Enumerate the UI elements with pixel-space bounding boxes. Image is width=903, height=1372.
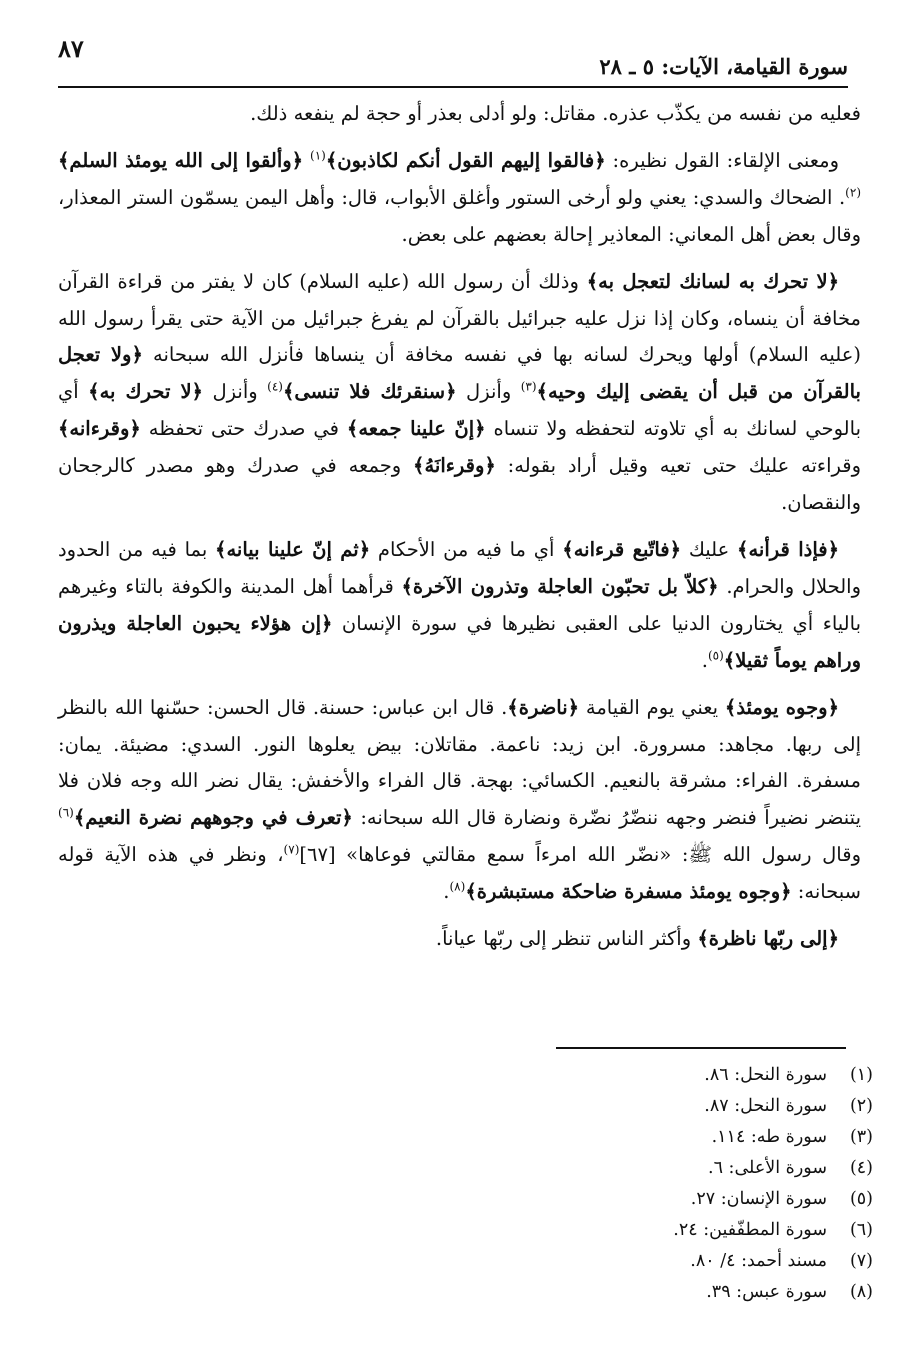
- footnote-text: سورة عبس: ٣٩.: [706, 1282, 827, 1302]
- text-run: ومعنى الإلقاء: القول نظيره:: [605, 148, 839, 172]
- quran-quote: ﴿سنقرئك فلا تنسى﴾: [282, 380, 457, 404]
- text-run: . قال ابن عباس: حسنة. قال الحسن: حسّنها الله بالنظر إلى ربها. مجاهد: مسرورة. ابن زيد: ناعمة. مقاتلان: بيض يعلوها النور. السدي: مضيئة. يمان: مسفرة. الفراء: مشرقة بالنعيم. الكسائي: بهجة. قال الفراء والأخفش: يقال نضر الله وجه فلان فلا يتنضر نضيراً فنضر وجهه ننضّرُ نضّرة ونضارة قال الله سبحانه:: [58, 695, 861, 830]
- footnote-number: (٥): [849, 1189, 873, 1209]
- footnote: [613, 1091, 873, 1122]
- header-divider: [58, 86, 848, 88]
- paragraph: [58, 690, 861, 911]
- quran-quote: ﴿إن هؤلاء يحبون العاجلة ويذرون وراهم يوماً ثقيلا﴾: [58, 611, 861, 672]
- text-run: وأنزل: [456, 380, 521, 404]
- paragraph: [58, 264, 861, 522]
- page-header: [58, 34, 848, 82]
- quran-quote: ﴿كلاّ بل تحبّون العاجلة وتذرون الآخرة﴾: [401, 574, 719, 598]
- quran-quote: ﴿ناضرة﴾: [507, 695, 580, 719]
- text-run: وأنزل: [203, 380, 268, 404]
- quran-quote: ﴿وجوه يومئذ﴾: [724, 695, 839, 719]
- text-run: أي ما فيه من الأحكام: [370, 537, 563, 561]
- text-run: .: [443, 880, 450, 904]
- quran-quote: ﴿وقرءانه﴾: [58, 417, 141, 441]
- footnote-text: سورة النحل: ٨٧.: [704, 1096, 827, 1116]
- footnote-ref: (٤): [267, 379, 283, 394]
- footnote-number: (٤): [849, 1158, 873, 1178]
- footnote-text: سورة الأعلى: ٦.: [708, 1158, 827, 1178]
- paragraph: [58, 143, 861, 254]
- paragraph: [58, 96, 861, 133]
- quran-quote: ﴿تعرف في وجوههم نضرة النعيم﴾: [73, 806, 353, 830]
- footnote-ref: (٣): [520, 379, 537, 394]
- quran-quote: ﴿لا تحرك به لسانك لتعجل به﴾: [586, 269, 839, 293]
- quran-quote: ﴿ثم إنّ علينا بيانه﴾: [215, 537, 371, 561]
- text-run: قرأهما أهل المدينة والكوفة بالتاء وغيرهم بالياء أي يختارون الدنيا على العقبى نظيرها في سورة الإنسان: [58, 574, 861, 635]
- quran-quote: ﴿إنّ علينا جمعه﴾: [346, 417, 486, 441]
- footnote: [613, 1215, 873, 1246]
- footnote: [613, 1153, 873, 1184]
- text-run: . الضحاك والسدي: يعني ولو أرخى الستور وأغلق الأبواب، قال: وأهل اليمن يسمّون الستر المعذار، وقال بعض أهل المعاني: المعاذير إحالة بعضهم على بعض.: [58, 185, 861, 246]
- quran-quote: ﴿فإذا قرأنه﴾: [737, 537, 840, 561]
- text-run: وقال رسول الله ﷺ: «نضّر الله امرءاً سمع مقالتي فوعاها» [٦٧]: [299, 843, 861, 867]
- text-run: وذلك أن رسول الله (عليه السلام) كان لا يفتر من قراءة القرآن مخافة أن ينساه، وكان إذا نزل عليه جبرائيل بالقرآن لم يفرغ جبرائيل من الآية حتى يقرأ رسول الله (عليه السلام) أولها ويحرك لسانه بها في نفسه مخافة أن ينساها فأنزل الله سبحانه: [58, 269, 861, 367]
- text-run: وجمعه في صدرك وهو مصدر كالرجحان والنقصان.: [58, 454, 861, 515]
- footnote-text: سورة الإنسان: ٢٧.: [690, 1189, 827, 1209]
- footnote: [613, 1246, 873, 1277]
- footnote-ref: (٧): [283, 842, 300, 857]
- footnote-text: سورة طه: ١١٤.: [711, 1127, 827, 1147]
- footnotes-list: [613, 1060, 873, 1308]
- quran-quote: ﴿لا تحرك به﴾: [88, 380, 203, 404]
- footnote-ref: (١): [310, 148, 326, 163]
- text-run: عليك: [681, 537, 738, 561]
- footnote-number: (٨): [849, 1282, 873, 1302]
- footnote-number: (١): [849, 1065, 873, 1085]
- footnote: [613, 1060, 873, 1091]
- footnote-number: (٣): [849, 1127, 873, 1147]
- footnote-number: (٧): [849, 1251, 873, 1271]
- footnote-ref: (٥): [707, 648, 724, 663]
- quran-quote: ﴿وقرءانَهُ﴾: [413, 454, 496, 478]
- quran-quote: ﴿إلى ربّها ناظرة﴾: [697, 927, 839, 951]
- quran-quote: ﴿وألقوا إلى الله يومئذ السلم﴾: [58, 148, 304, 172]
- quran-quote: ﴿فالقوا إليهم القول أنكم لكاذبون﴾: [325, 148, 606, 172]
- paragraph: [58, 532, 861, 680]
- text-run: وقراءته عليك حتى تعيه وقيل أراد بقوله:: [495, 454, 861, 478]
- text-run: يعني يوم القيامة: [579, 695, 725, 719]
- quran-quote: ﴿وجوه يومئذ مسفرة ضاحكة مستبشرة﴾: [465, 880, 792, 904]
- footnote: [613, 1277, 873, 1308]
- paragraph: [58, 921, 861, 958]
- text-run: [303, 149, 310, 172]
- footnote: [613, 1184, 873, 1215]
- footnote-text: سورة المطفّفين: ٢٤.: [673, 1220, 827, 1240]
- footnote-text: سورة النحل: ٨٦.: [704, 1065, 827, 1085]
- running-title: سورة القيامة، الآيات: ٥ ـ ٢٨: [599, 54, 848, 79]
- text-run: وأكثر الناس تنظر إلى ربّها عياناً.: [435, 927, 698, 951]
- footnote-number: (٢): [849, 1096, 873, 1116]
- text-run: أي بالوحي لسانك به أي تلاوته لتحفظه ولا تنساه: [58, 380, 861, 441]
- footnote-divider: [556, 1047, 846, 1049]
- footnote: [613, 1122, 873, 1153]
- page-number: ٨٧: [58, 34, 84, 63]
- footnote-ref: (٦): [58, 805, 74, 820]
- footnote-text: مسند أحمد: ٤/ ٨٠.: [690, 1251, 827, 1271]
- text-run: ، ونظر في هذه الآية قوله سبحانه:: [58, 843, 861, 904]
- quran-quote: ﴿فاتّبع قرءانه﴾: [562, 537, 682, 561]
- footnote-number: (٦): [849, 1220, 873, 1240]
- main-text: [58, 96, 861, 968]
- text-run: بما فيه من الحدود والحلال والحرام.: [58, 537, 861, 598]
- footnote-ref: (٢): [845, 185, 861, 200]
- text-run: في صدرك حتى تحفظه: [140, 417, 347, 441]
- footnote-ref: (٨): [449, 879, 466, 894]
- text-run: فعليه من نفسه من يكذّب عذره. مقاتل: ولو أدلى بعذر أو حجة لم ينفعه ذلك.: [250, 102, 861, 125]
- text-run: .: [701, 648, 708, 672]
- quran-quote: ﴿ولا تعجل بالقرآن من قبل أن يقضى إليك وحيه﴾: [58, 343, 861, 404]
